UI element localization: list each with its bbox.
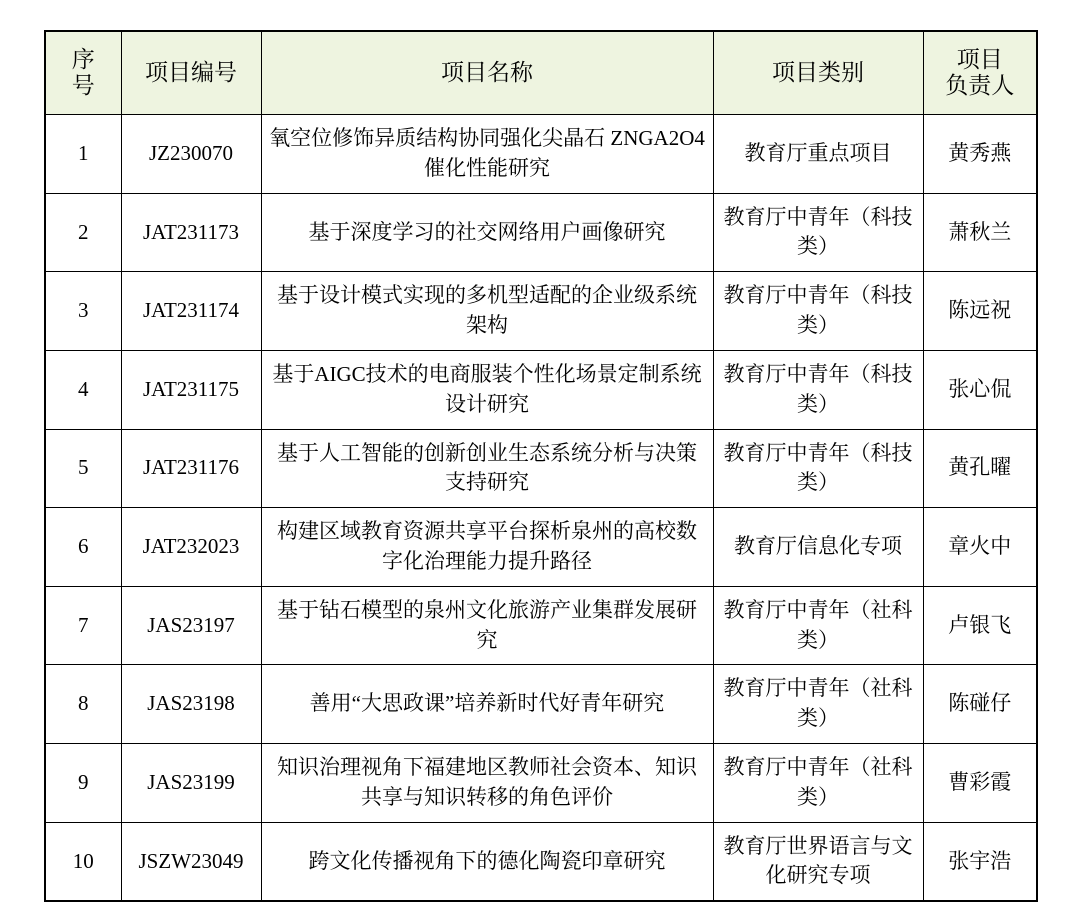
table-row	[45, 429, 1037, 508]
cell-seq: 3	[45, 272, 121, 351]
table-body	[45, 115, 1037, 902]
cell-code: JAS23197	[121, 586, 261, 665]
table-row	[45, 272, 1037, 351]
table-row	[45, 350, 1037, 429]
cell-code: JAS23198	[121, 665, 261, 744]
cell-name: 跨文化传播视角下的德化陶瓷印章研究	[261, 822, 713, 901]
cell-name: 构建区域教育资源共享平台探析泉州的高校数字化治理能力提升路径	[261, 508, 713, 587]
project-list-table	[44, 30, 1038, 902]
cell-type: 教育厅重点项目	[713, 115, 923, 194]
cell-code: JAT231176	[121, 429, 261, 508]
cell-type: 教育厅世界语言与文化研究专项	[713, 822, 923, 901]
cell-type: 教育厅信息化专项	[713, 508, 923, 587]
cell-code: JSZW23049	[121, 822, 261, 901]
cell-leader: 张心侃	[923, 350, 1037, 429]
cell-seq: 7	[45, 586, 121, 665]
cell-seq: 8	[45, 665, 121, 744]
cell-leader: 萧秋兰	[923, 193, 1037, 272]
cell-seq: 10	[45, 822, 121, 901]
table-row	[45, 744, 1037, 823]
cell-type: 教育厅中青年（科技类）	[713, 272, 923, 351]
table-row	[45, 822, 1037, 901]
header-name: 项目名称	[261, 31, 713, 115]
cell-name: 善用“大思政课”培养新时代好青年研究	[261, 665, 713, 744]
cell-seq: 1	[45, 115, 121, 194]
table-header-row	[45, 31, 1037, 115]
cell-seq: 6	[45, 508, 121, 587]
cell-name: 基于钻石模型的泉州文化旅游产业集群发展研究	[261, 586, 713, 665]
header-leader	[923, 31, 1037, 115]
cell-name: 知识治理视角下福建地区教师社会资本、知识共享与知识转移的角色评价	[261, 744, 713, 823]
cell-name: 基于AIGC技术的电商服装个性化场景定制系统设计研究	[261, 350, 713, 429]
cell-leader: 曹彩霞	[923, 744, 1037, 823]
cell-leader: 陈远祝	[923, 272, 1037, 351]
cell-code: JAS23199	[121, 744, 261, 823]
cell-type: 教育厅中青年（社科类）	[713, 586, 923, 665]
cell-code: JZ230070	[121, 115, 261, 194]
header-type: 项目类别	[713, 31, 923, 115]
cell-type: 教育厅中青年（社科类）	[713, 665, 923, 744]
header-seq-line1: 序	[71, 47, 95, 73]
table-row	[45, 508, 1037, 587]
cell-seq: 5	[45, 429, 121, 508]
cell-seq: 9	[45, 744, 121, 823]
cell-type: 教育厅中青年（科技类）	[713, 193, 923, 272]
cell-code: JAT231174	[121, 272, 261, 351]
table-row	[45, 115, 1037, 194]
cell-type: 教育厅中青年（科技类）	[713, 350, 923, 429]
cell-code: JAT231175	[121, 350, 261, 429]
cell-name: 氧空位修饰异质结构协同强化尖晶石 ZNGA2O4 催化性能研究	[261, 115, 713, 194]
cell-type: 教育厅中青年（科技类）	[713, 429, 923, 508]
header-seq-line2: 号	[71, 73, 95, 98]
cell-leader: 章火中	[923, 508, 1037, 587]
cell-leader: 卢银飞	[923, 586, 1037, 665]
cell-leader: 张宇浩	[923, 822, 1037, 901]
cell-code: JAT232023	[121, 508, 261, 587]
cell-name: 基于深度学习的社交网络用户画像研究	[261, 193, 713, 272]
table-row	[45, 665, 1037, 744]
header-code: 项目编号	[121, 31, 261, 115]
cell-code: JAT231173	[121, 193, 261, 272]
table-row	[45, 193, 1037, 272]
table-header	[45, 31, 1037, 115]
cell-leader: 黄孔曜	[923, 429, 1037, 508]
cell-type: 教育厅中青年（社科类）	[713, 744, 923, 823]
cell-seq: 4	[45, 350, 121, 429]
cell-leader: 黄秀燕	[923, 115, 1037, 194]
header-seq	[45, 31, 121, 115]
cell-leader: 陈碰仔	[923, 665, 1037, 744]
header-leader-line2: 负责人	[945, 73, 1015, 98]
cell-name: 基于人工智能的创新创业生态系统分析与决策支持研究	[261, 429, 713, 508]
header-leader-line1: 项目	[956, 47, 1003, 73]
cell-name: 基于设计模式实现的多机型适配的企业级系统架构	[261, 272, 713, 351]
cell-seq: 2	[45, 193, 121, 272]
table-row	[45, 586, 1037, 665]
